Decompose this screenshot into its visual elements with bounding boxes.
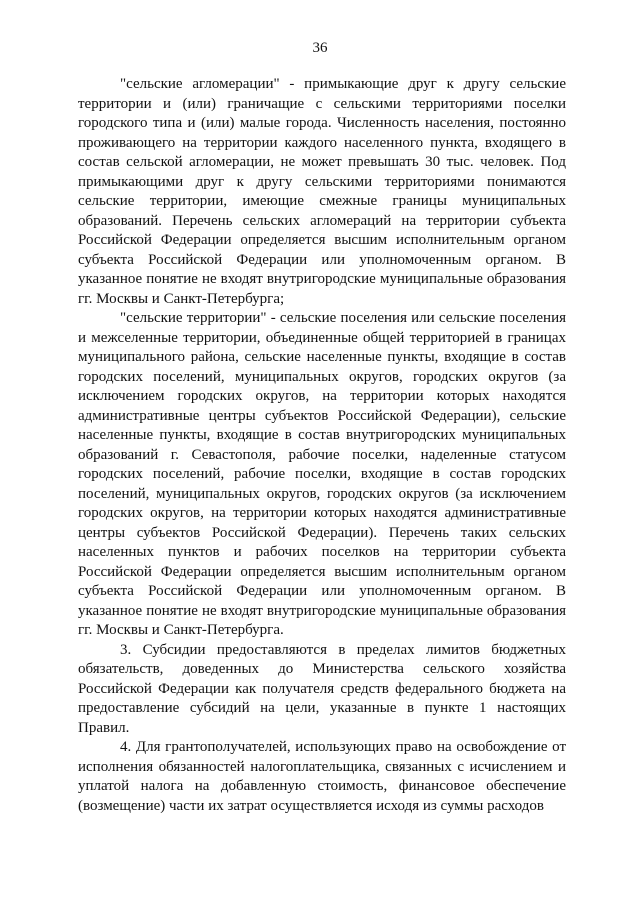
paragraph-rural-territories: "сельские территории" - сельские поселения или сельские поселения и межселенные территории, объединенные общей территорией в границах муниципального района, сельские населенные пункты, входящие в состав городских поселений, муниципальных округов, городских округов (за исключением городских округов, на территории которых находятся административные центры субъектов Российской Федерации), сельские населенные пункты, входящие в состав внутригородских муниципальных образований г. Севастополя, рабочие поселки, наделенные статусом городских поселений, рабочие поселки, входящие в состав городских поселений, муниципальных округов, городских округов (за исключением городских округов, на территории которых находятся административные центры субъектов Российской Федерации). Перечень таких сельских населенных пунктов и рабочих поселков на территории субъекта Российской Федерации определяется высшим исполнительным органом субъекта Российской Федерации или уполномоченным органом. В указанное понятие не входят внутригородские муниципальные образования гг. Москвы и Санкт-Петербурга. bbox=[78, 310, 566, 638]
document-body bbox=[78, 75, 566, 816]
page-number: 36 bbox=[312, 40, 328, 56]
paragraph-rural-agglomerations: "сельские агломерации" - примыкающие друг к другу сельские территории и (или) граничащие с сельскими территориями поселки городского типа и (или) малые города. Численность населения, постоянно проживающего на территории каждого населенного пункта, входящего в состав сельской агломерации, не может превышать 30 тыс. человек. Под примыкающими друг к другу сельскими территориями понимаются сельские территории, имеющие смежные границы муниципальных образований. Перечень сельских агломераций на территории субъекта Российской Федерации определяется высшим исполнительным органом субъекта Российской Федерации или уполномоченным органом. В указанное понятие не входят внутригородские муниципальные образования гг. Москвы и Санкт-Петербурга; bbox=[78, 76, 566, 307]
paragraph-item-3-subsidies: 3. Субсидии предоставляются в пределах лимитов бюджетных обязательств, доведенных до Министерства сельского хозяйства Российской Федерации как получателя средств федерального бюджета на предоставление субсидий на цели, указанные в пункте 1 настоящих Правил. bbox=[78, 641, 566, 736]
paragraph-item-4-grant-recipients: 4. Для грантополучателей, использующих право на освобождение от исполнения обязанностей налогоплательщика, связанных с исчислением и уплатой налога на добавленную стоимость, финансовое обеспечение (возмещение) части их затрат осуществляется исходя из суммы расходов bbox=[78, 739, 566, 814]
